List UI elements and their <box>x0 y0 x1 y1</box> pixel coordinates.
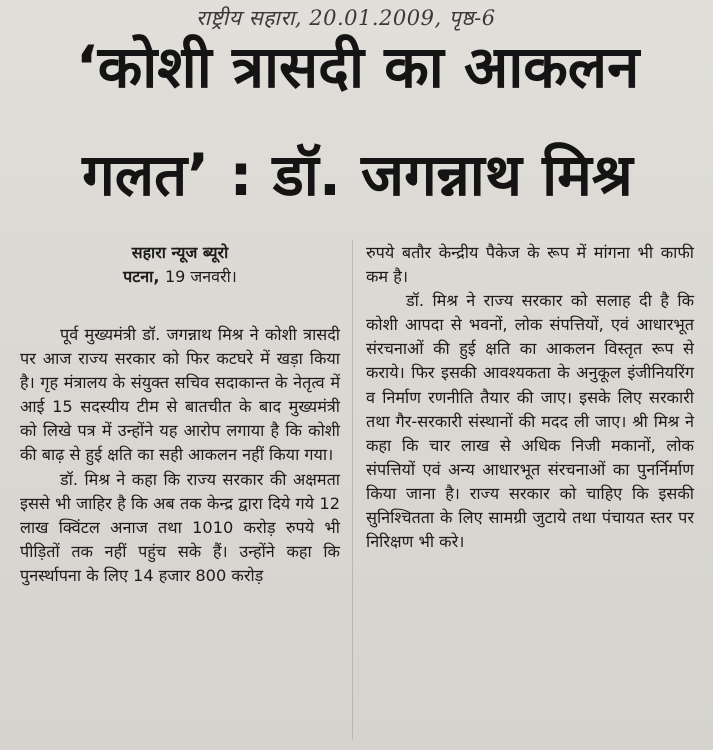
byline-agency: सहारा न्यूज ब्यूरो <box>131 243 229 262</box>
dateline-place: पटना, <box>123 267 160 286</box>
article-paragraph <box>366 241 694 289</box>
column-divider <box>352 240 353 740</box>
paragraph-text: पूर्व मुख्यमंत्री डॉ. जगन्नाथ मिश्र ने कोशी त्रासदी पर आज राज्य सरकार को फिर कटघरे में खड़ा किया है। गृह मंत्रालय के संयुक्त सचिव सदाकान्त के नेतृत्व में आई 15 सदस्यीय टीम से बातचीत के बाद मुख्यमंत्री को लिखे पत्र में उन्होंने यह आरोप लगाया है कि कोशी की बाढ़ से हुई क्षति का सही आकलन नहीं किया गया। <box>20 325 340 465</box>
article-column-right <box>366 241 694 554</box>
article-column-left <box>20 241 340 588</box>
headline-line-2: गलत’ : डॉ. जगन्नाथ मिश्र <box>82 141 633 209</box>
paragraph-text: डॉ. मिश्र ने राज्य सरकार को सलाह दी है कि कोशी आपदा से भवनों, लोक संपत्तियों, एवं आधारभूत संरचनाओं की हुई क्षति का आकलन विस्तृत रूप से कराये। फिर इसकी आवश्यकता के अनुकूल इंजीनियरिंग व निर्माण रणनीति तैयार की जाए। इसके लिए सरकारी तथा गैर-सरकारी संस्थानों की मदद ली जाए। श्री मिश्र ने कहा कि चार लाख से अधिक निजी मकानों, लोक संपत्तियों एवं अन्य आधारभूत संरचनाओं का पुनर्निर्माण किया जाना है। राज्य सरकार को चाहिए कि इसकी सुनिश्चितता के लिए सामग्री जुटाये तथा पंचायत स्तर पर निरिक्षण भी करे। <box>366 291 694 552</box>
article-paragraph <box>366 289 694 554</box>
handwritten-source-note: राष्ट्रीय सहारा, 20.01.2009, पृष्ठ-6 <box>196 6 496 30</box>
byline-dateline <box>20 265 340 289</box>
paragraph-text: डॉ. मिश्र ने कहा कि राज्य सरकार की अक्षमता इससे भी जाहिर है कि अब तक केन्द्र द्वारा दिये गये 12 लाख क्विंटल अनाज तथा 1010 करोड़ रुपये भी पीड़ितों तक नहीं पहुंच सके हैं। उन्होंने कहा कि पुनर्स्थापना के लिए 14 हजार 800 करोड़ <box>20 469 340 585</box>
headline-line-1: ‘कोशी त्रासदी का आकलन <box>75 33 640 101</box>
article-paragraph <box>20 468 340 588</box>
article-paragraph <box>20 323 340 468</box>
dateline-date: 19 जनवरी। <box>164 267 237 286</box>
paragraph-text: रुपये बतौर केन्द्रीय पैकेज के रूप में मांगना भी काफी कम है। <box>366 243 694 287</box>
